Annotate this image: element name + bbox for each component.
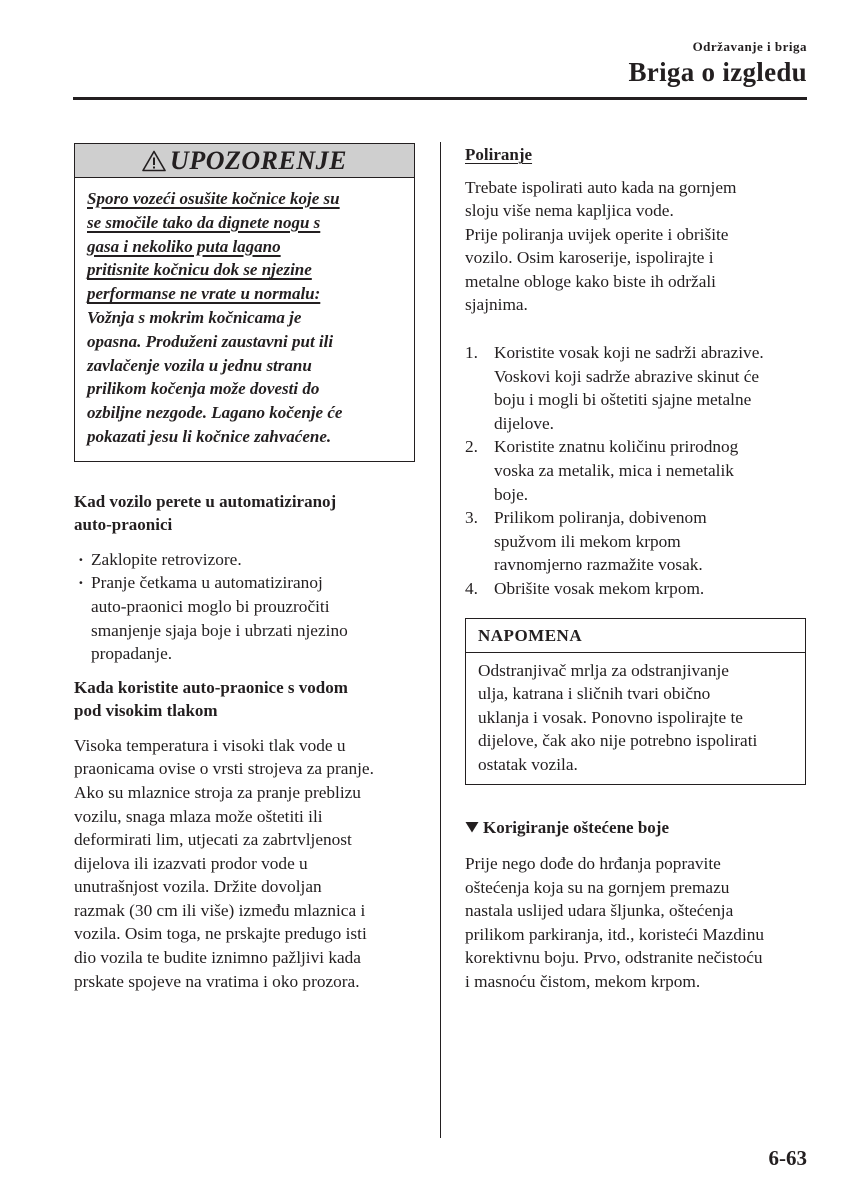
text-line: vozilu, snaga mlaza može oštetiti ili (74, 806, 323, 826)
step-number: 3. (465, 508, 478, 528)
text-line: Prije poliranja uvijek operite i obrišite (465, 224, 729, 244)
list-item (74, 571, 415, 665)
step-line: spužvom ili mekom krpom (494, 531, 681, 551)
auto-wash-heading (74, 490, 415, 537)
note-title: NAPOMENA (466, 619, 805, 653)
text-line: sloju više nema kapljica vode. (465, 201, 674, 221)
step-line: Prilikom poliranja, dobivenom (494, 508, 707, 528)
list-item (465, 577, 807, 601)
warning-line: zavlačenje vozila u jednu stranu (87, 355, 312, 375)
text-line: Visoka temperatura i visoki tlak vode u (74, 735, 346, 755)
heading-line: auto-praonici (74, 515, 173, 535)
text-line: oštećenja koja su na gornjem premazu (465, 877, 730, 897)
step-number: 2. (465, 437, 478, 457)
warning-triangle-icon (142, 150, 166, 172)
paint-repair-heading (465, 816, 807, 840)
text-line: prilikom parkiranja, itd., koristeći Mazdinu (465, 924, 764, 944)
step-line: dijelove. (494, 413, 554, 433)
high-pressure-text (74, 734, 415, 994)
text-line: korektivnu boju. Prvo, odstranite nečistoću (465, 948, 763, 968)
list-item (465, 506, 807, 577)
warning-line: performanse ne vrate u normalu: (87, 284, 321, 304)
text-line: razmak (30 cm ili više) između mlaznica i (74, 900, 366, 920)
step-line: boje. (494, 484, 529, 504)
warning-line: Vožnja s mokrim kočnicama je (87, 307, 302, 327)
warning-line: Sporo vozeći osušite kočnice koje su (87, 189, 340, 208)
step-line: Koristite znatnu količinu prirodnog (494, 437, 739, 457)
text-line: prskate spojeve na vratima i oko prozora. (74, 971, 360, 991)
note-line: Odstranjivač mrlja za odstranjivanje (478, 660, 729, 680)
heading-text: Korigiranje oštećene boje (483, 817, 669, 837)
triangle-down-icon (465, 821, 479, 833)
warning-title: UPOZORENJE (170, 145, 347, 175)
heading-line: Kad vozilo perete u automatiziranoj (74, 491, 337, 511)
header-section-label: Održavanje i briga (692, 39, 807, 54)
note-line: dijelove, čak ako nije potrebno ispolirati (478, 731, 758, 751)
warning-line: prilikom kočenja može dovesti do (87, 379, 320, 399)
text-line: nastala uslijed udara šljunka, oštećenja (465, 901, 734, 921)
list-item (465, 435, 807, 506)
step-line: voska za metalik, mica i nemetalik (494, 461, 734, 481)
warning-line: pritisnite kočnicu dok se njezine (87, 260, 312, 280)
polishing-steps (465, 341, 807, 601)
step-number: 1. (465, 343, 478, 363)
column-divider (440, 142, 441, 1138)
bullet-line: · Zaklopite retrovizore. (91, 549, 242, 569)
step-line: boju i mogli bi oštetiti sjajne metalne (494, 390, 752, 410)
note-body (466, 653, 805, 784)
polishing-text (465, 176, 807, 318)
note-line: ulja, katrana i sličnih tvari obično (478, 684, 711, 704)
polishing-heading: Poliranje (465, 145, 533, 164)
text-line: Trebate ispolirati auto kada na gornjem (465, 177, 737, 197)
warning-line: pokazati jesu li kočnice zahvaćene. (87, 426, 332, 446)
note-line: uklanja i vosak. Ponovno ispolirajte te (478, 707, 743, 727)
warning-header (75, 144, 414, 178)
text-line: sjajnima. (465, 295, 528, 315)
warning-line: se smočile tako da dignete nogu s (87, 212, 321, 232)
step-line: ravnomjerno razmažite vosak. (494, 555, 703, 575)
warning-body (75, 178, 414, 461)
text-line: praonicama ovise o vrsti strojeva za pranje. (74, 759, 374, 779)
step-line: Obrišite vosak mekom krpom. (494, 579, 705, 598)
text-line: vozila. Osim toga, ne prskajte predugo isti (74, 924, 367, 944)
text-line: unutrašnjost vozila. Držite dovoljan (74, 877, 322, 897)
step-line: Voskovi koji sadrže abrazive skinut će (494, 366, 760, 386)
text-line: Prije nego dođe do hrđanja popravite (465, 854, 721, 874)
auto-wash-bullets (74, 548, 415, 666)
text-line: vozilo. Osim karoserije, ispolirajte i (465, 248, 714, 268)
text-line: dijelova ili izazvati prodor vode u (74, 853, 308, 873)
text-line: dio vozila te budite iznimno pažljivi kada (74, 948, 361, 968)
text-line: deformirati lim, utjecati za zabrtvljenost (74, 830, 352, 850)
right-column (465, 143, 807, 994)
paint-repair-text (465, 852, 807, 994)
warning-line: opasna. Produženi zaustavni put ili (87, 331, 334, 351)
text-line: Ako su mlaznice stroja za pranje preblizu (74, 782, 361, 802)
bullet-line: propadanje. (91, 644, 173, 664)
text-line: metalne obloge kako biste ih održali (465, 271, 716, 291)
bullet-line: auto-praonici moglo bi prouzročiti (91, 596, 330, 616)
header-rule (73, 97, 807, 100)
step-number: 4. (465, 579, 478, 598)
list-item (465, 341, 807, 435)
list-item (74, 548, 415, 572)
page-number: 6-63 (768, 1146, 807, 1170)
left-column (74, 143, 415, 993)
text-line: i masnoću čistom, mekom krpom. (465, 972, 701, 992)
high-pressure-heading (74, 676, 415, 723)
note-line: ostatak vozila. (478, 754, 578, 774)
warning-line: gasa i nekoliko puta lagano (87, 236, 281, 256)
step-line: Koristite vosak koji ne sadrži abrazive. (494, 343, 764, 363)
note-box (465, 618, 806, 785)
bullet-line: · Pranje četkama u automatiziranoj (91, 573, 323, 593)
bullet-line: smanjenje sjaja boje i ubrzati njezino (91, 620, 348, 640)
heading-line: Kada koristite auto-praonice s vodom (74, 677, 348, 697)
page-title: Briga o izgledu (628, 57, 807, 87)
warning-line: ozbiljne nezgode. Lagano kočenje će (87, 403, 343, 423)
warning-box (74, 143, 415, 462)
heading-line: pod visokim tlakom (74, 701, 218, 721)
